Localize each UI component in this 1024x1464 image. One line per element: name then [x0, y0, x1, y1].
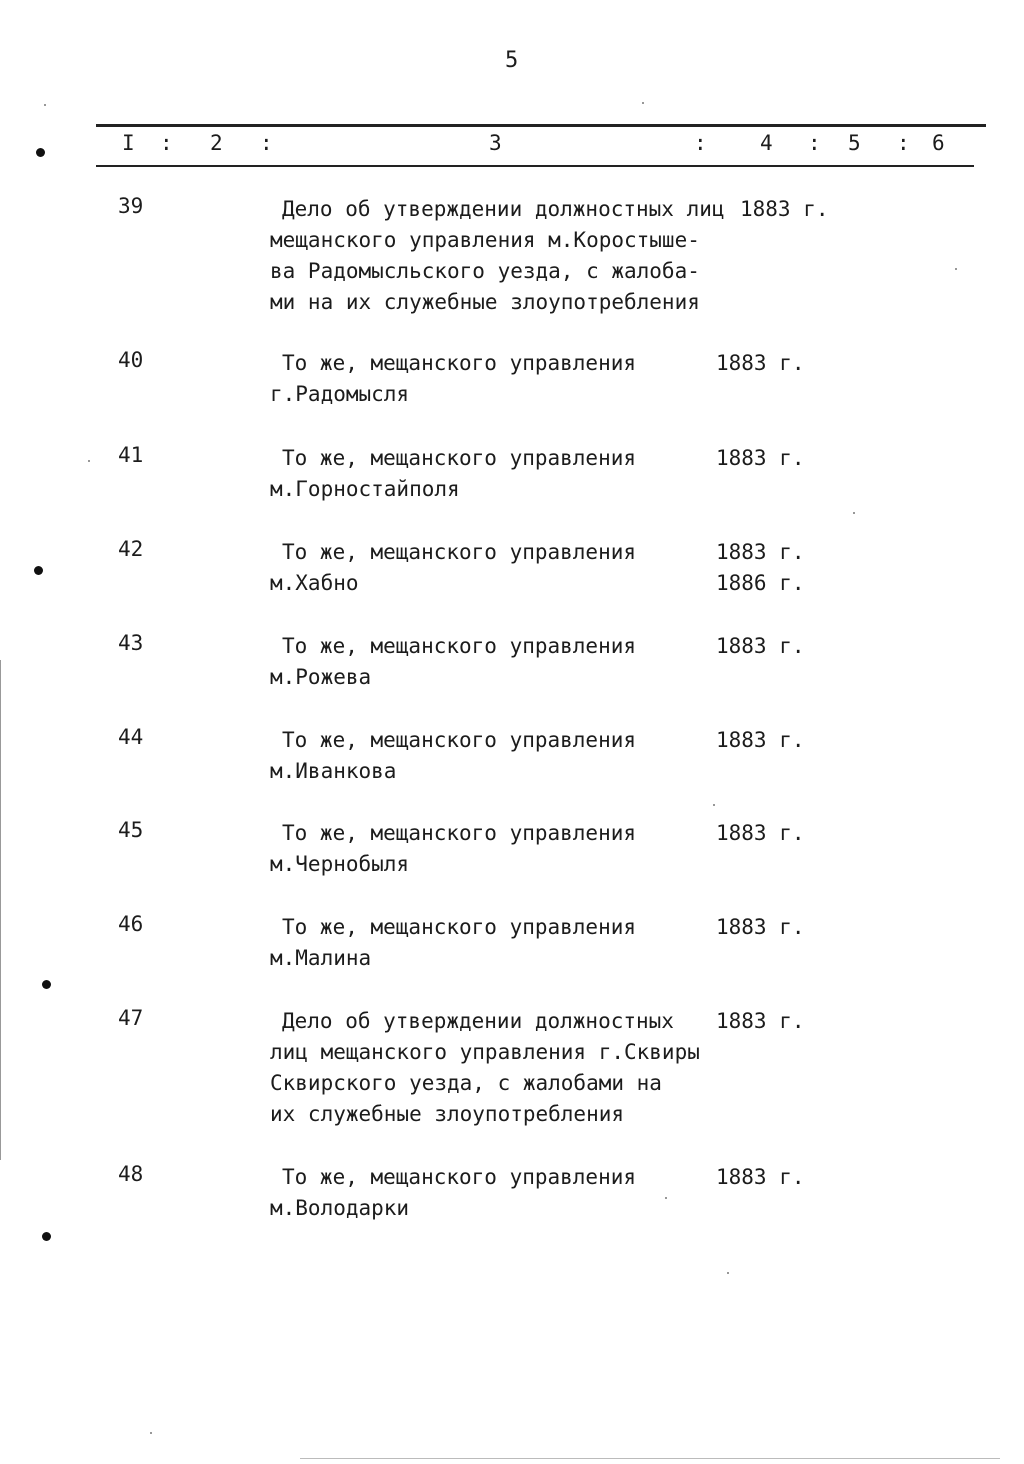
description-line: То же, мещанского управления — [282, 821, 637, 845]
description-line: ми на их служебные злоупотребления — [270, 290, 700, 314]
entry-dates — [716, 443, 805, 474]
entry-description — [270, 443, 730, 505]
entry-date: 1883 г. — [740, 197, 829, 221]
entry-number: 48 — [118, 1162, 144, 1186]
page-number: 5 — [505, 48, 519, 73]
description-line: Дело об утверждении должностных лиц — [282, 197, 725, 221]
description-line: м.Горностайполя — [270, 477, 460, 501]
col-1-header: I — [122, 131, 135, 155]
col-separator: : — [260, 131, 273, 155]
entry-number: 41 — [118, 443, 144, 467]
entry-date: 1883 г. — [716, 915, 805, 939]
scan-speck — [713, 804, 715, 806]
entry-number: 44 — [118, 725, 144, 749]
description-line: То же, мещанского управления — [282, 728, 637, 752]
entry-dates — [740, 194, 829, 225]
description-line: ва Радомысльского уезда, с жалоба- — [270, 259, 700, 283]
punch-hole-mark — [42, 1232, 51, 1241]
col-separator: : — [694, 131, 707, 155]
header-bottom-rule — [96, 165, 974, 167]
col-separator: : — [160, 131, 173, 155]
scan-speck — [665, 1197, 667, 1199]
entry-number: 39 — [118, 194, 144, 218]
entry-date: 1883 г. — [716, 634, 805, 658]
scan-bottom-edge — [300, 1458, 1000, 1459]
entry-dates — [716, 537, 805, 599]
entry-number: 42 — [118, 537, 144, 561]
scan-speck — [853, 512, 855, 514]
scan-speck — [642, 102, 644, 104]
col-3-header: 3 — [489, 131, 502, 155]
entry-description — [270, 818, 730, 880]
entry-date: 1883 г. — [716, 540, 805, 564]
entry-description — [270, 912, 730, 974]
entry-description — [270, 725, 730, 787]
description-line: То же, мещанского управления — [282, 915, 637, 939]
punch-hole-mark — [42, 980, 51, 989]
col-4-header: 4 — [760, 131, 773, 155]
description-line: м.Хабно — [270, 571, 359, 595]
entry-description — [270, 1006, 730, 1130]
description-line: м.Чернобыля — [270, 852, 410, 876]
col-6-header: 6 — [932, 131, 945, 155]
entry-date: 1883 г. — [716, 1165, 805, 1189]
description-line: То же, мещанского управления — [282, 351, 637, 375]
col-separator: : — [808, 131, 821, 155]
col-2-header: 2 — [210, 131, 223, 155]
description-line: м.Володарки — [270, 1196, 410, 1220]
description-line: г.Радомысля — [270, 382, 410, 406]
entry-date: 1883 г. — [716, 446, 805, 470]
entry-dates — [716, 1162, 805, 1193]
scan-speck — [727, 1272, 729, 1274]
entry-description — [270, 194, 730, 318]
entry-dates — [716, 725, 805, 756]
description-line: м.Малина — [270, 946, 372, 970]
scan-speck — [88, 460, 90, 462]
entry-number: 40 — [118, 348, 144, 372]
entry-description — [270, 631, 730, 693]
description-line: мещанского управления м.Коростыше- — [270, 228, 700, 252]
scan-speck — [955, 268, 957, 270]
entry-description — [270, 1162, 730, 1224]
description-line: То же, мещанского управления — [282, 1165, 637, 1189]
entry-date: 1883 г. — [716, 728, 805, 752]
scan-left-edge — [0, 660, 1, 1160]
description-line: м.Рожева — [270, 665, 372, 689]
entry-dates — [716, 1006, 805, 1037]
entry-date: 1883 г. — [716, 1009, 805, 1033]
description-line: То же, мещанского управления — [282, 634, 637, 658]
description-line: То же, мещанского управления — [282, 540, 637, 564]
entry-number: 43 — [118, 631, 144, 655]
entry-date: 1883 г. — [716, 821, 805, 845]
description-line: их служебные злоупотребления — [270, 1102, 625, 1126]
entry-dates — [716, 631, 805, 662]
scan-speck — [150, 1432, 152, 1434]
entry-number: 47 — [118, 1006, 144, 1030]
scan-speck — [44, 104, 46, 106]
description-line: То же, мещанского управления — [282, 446, 637, 470]
description-line: м.Иванкова — [270, 759, 397, 783]
entry-dates — [716, 818, 805, 849]
entry-date: 1886 г. — [716, 571, 805, 595]
description-line: Сквирского уезда, с жалобами на — [270, 1071, 662, 1095]
punch-hole-mark — [34, 566, 43, 575]
entry-number: 45 — [118, 818, 144, 842]
col-separator: : — [897, 131, 910, 155]
col-5-header: 5 — [848, 131, 861, 155]
entry-number: 46 — [118, 912, 144, 936]
entry-description — [270, 537, 730, 599]
description-line: Дело об утверждении должностных — [282, 1009, 674, 1033]
punch-hole-mark — [36, 148, 45, 157]
entry-date: 1883 г. — [716, 351, 805, 375]
description-line: лиц мещанского управления г.Сквиры — [270, 1040, 700, 1064]
entry-description — [270, 348, 730, 410]
entry-dates — [716, 348, 805, 379]
header-top-rule — [96, 124, 986, 127]
entry-dates — [716, 912, 805, 943]
